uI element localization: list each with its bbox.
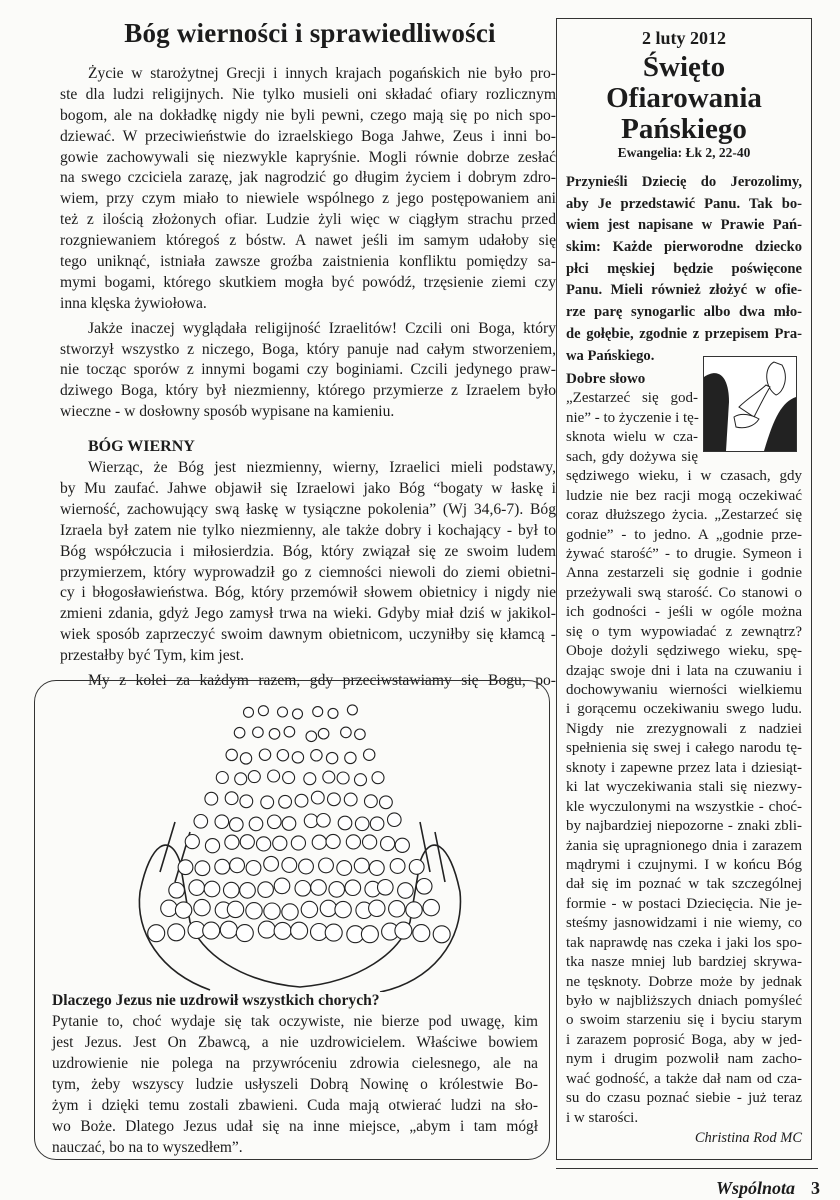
crowd-head	[344, 793, 357, 806]
crowd-head	[311, 750, 322, 761]
crowd-head	[240, 883, 256, 899]
crowd-head	[194, 899, 210, 915]
text-line: wa Pańskiego.	[566, 347, 655, 364]
crowd-in-hands-illustration	[130, 692, 470, 992]
crowd-head	[295, 794, 308, 807]
crowd-head	[277, 750, 288, 761]
crowd-head	[148, 925, 165, 942]
crowd-head	[320, 900, 336, 916]
text-line: by najbardziej niepozorne - znaki zbli-	[566, 818, 802, 835]
text-line: bogom, ale na dokładkę nigdy nie byli pewni, czego mają się po nich spo-	[60, 106, 556, 124]
section-heading: BÓG WIERNY	[88, 438, 195, 456]
box-article	[52, 990, 538, 1158]
crowd-head	[259, 749, 270, 760]
crowd-head	[261, 796, 274, 809]
crowd-head	[246, 903, 262, 919]
publication-name: Wspólnota	[715, 1178, 795, 1198]
crowd-head	[312, 835, 326, 849]
crowd-head	[258, 882, 274, 898]
footer-rule	[556, 1168, 818, 1169]
text-line: inna klęska żywiołowa.	[60, 294, 207, 312]
paragraph	[60, 319, 556, 423]
crowd-head	[282, 817, 296, 831]
crowd-head	[409, 860, 424, 875]
page-footer	[600, 1178, 820, 1199]
crowd-head	[323, 771, 335, 783]
text-line: wo Boże. Dlatego Jezus udał się na inne miejsce, „abym i tam mógł	[52, 1117, 538, 1135]
crowd-head	[264, 856, 279, 871]
crowd-head	[395, 922, 412, 939]
article-title: Bóg wierności i sprawiedliwości	[124, 18, 496, 48]
crowd-heads	[148, 705, 451, 943]
page-number: 3	[811, 1178, 820, 1198]
crowd-head	[240, 795, 253, 808]
crowd-head	[240, 753, 251, 764]
crowd-head	[363, 835, 377, 849]
crowd-head	[389, 901, 405, 917]
text-line: sknota wielu w cza-	[566, 429, 698, 446]
crowd-head	[246, 861, 261, 876]
crowd-head	[253, 727, 264, 738]
crowd-head	[317, 814, 331, 828]
crowd-head	[161, 900, 177, 916]
text-line: kle wyczulonymi na wszystkie - choć-	[566, 798, 802, 815]
text-line: tego uniknąć, istniała zawsze groźba zaistnienia konfliktu pomiędzy sa-	[60, 253, 556, 271]
crowd-head	[378, 880, 394, 896]
crowd-head	[293, 709, 303, 719]
crowd-head	[338, 816, 352, 830]
text-line: nie tocząc sporów z innymi bogami czy boginiami. Czcili jedynego praw-	[60, 361, 556, 379]
crowd-head	[361, 926, 378, 943]
text-line: mymi bogami, którego skutkiem mogła być powódź, trzęsienie ziemi czy	[60, 273, 556, 291]
crowd-head	[268, 770, 280, 782]
crowd-head	[355, 774, 367, 786]
text-line: godnie” - to jedno. A „godnie prze-	[566, 526, 802, 543]
text-line: dochowywaniu wierności wielkiemu	[566, 682, 802, 699]
text-line: uzdrowienie nie polega na przywróceniu zdrowia cielesnego, ale na	[52, 1055, 538, 1073]
crowd-head	[369, 861, 384, 876]
crowd-head	[249, 817, 263, 831]
crowd-head	[189, 880, 205, 896]
good-word-text	[566, 467, 802, 1128]
text-line: sach, gdy dożywa się	[566, 448, 698, 465]
crowd-head	[264, 903, 280, 919]
text-line: dziewać. W przeciwieństwie do izraelskiego Boga Jahwe, Zeus i inni bo-	[60, 127, 556, 145]
crowd-head	[406, 902, 422, 918]
text-line: wiem jest napisane w Prawie Pań-	[566, 217, 802, 234]
box-title: Dlaczego Jezus nie uzdrowił wszystkich chorych?	[52, 992, 380, 1009]
crowd-head	[273, 836, 287, 850]
text-line: na swego czciciela zarazę, jak nagrodzić go długim życiem i dobrym zdro-	[60, 169, 556, 187]
crowd-head	[268, 815, 282, 829]
crowd-head	[311, 880, 327, 896]
crowd-head	[413, 925, 430, 942]
crowd-head	[178, 860, 193, 875]
text-line: su do czasu poznać siebie - już teraz	[566, 1090, 802, 1107]
crowd-head	[318, 728, 329, 739]
article-body	[60, 64, 556, 696]
crowd-head	[328, 708, 338, 718]
crowd-head	[278, 707, 288, 717]
crowd-head	[395, 838, 409, 852]
crowd-head	[203, 922, 220, 939]
crowd-head	[282, 858, 297, 873]
crowd-head	[423, 899, 439, 915]
text-line: Panu. Mieli również złożyć w ofie-	[566, 282, 802, 299]
text-line: „Zestarzeć się god-	[566, 390, 698, 407]
text-line: sknoty i zapewne przez lata i dziesiąt-	[566, 759, 802, 776]
text-line: było w najbliższych dniach pomyśleć	[566, 993, 802, 1010]
text-line: stworzył wszystko z niczego, Boga, który panuje nad całym stworzeniem,	[60, 340, 556, 358]
crowd-head	[295, 881, 311, 897]
text-line: się o tym wypowiadać z zewnątrz?	[566, 623, 802, 640]
crowd-head	[279, 795, 292, 808]
crowd-head	[364, 749, 375, 760]
crowd-head	[225, 792, 238, 805]
text-line: aby Je przedstawić Panu. Tak bo-	[566, 195, 802, 212]
crowd-head	[227, 901, 243, 917]
crowd-head	[258, 706, 268, 716]
crowd-head	[433, 926, 450, 943]
text-line: rozgniewaniem któregoś z bóstw. A nawet jeśli im samym udałoby się	[60, 232, 556, 250]
text-line: wierność, zachowujący swą łaskę w tysiączne pokolenia” (Wj 34,6-7). Bóg	[60, 500, 556, 518]
text-line: Nigdy nie zrezygnowali z nadziei	[566, 720, 802, 737]
crowd-head	[234, 727, 245, 738]
text-line: żania się upragnionego dnia i zarazem	[566, 837, 802, 854]
text-line: wać godność, a także dał nam od cza-	[566, 1070, 802, 1087]
text-line: jest Jezus. Jest On Zbawcą, a nie uzdrowicielem. Właściwe bowiem	[52, 1034, 538, 1052]
crowd-head	[215, 815, 229, 829]
article-paragraphs	[60, 64, 556, 423]
crowd-head	[205, 839, 219, 853]
text-line: o swoim starzeniu się i byciu starym	[566, 1012, 802, 1029]
crowd-head	[257, 837, 271, 851]
crowd-head	[347, 705, 357, 715]
text-line: nauczać, bo na to wyszedłem”.	[52, 1138, 243, 1156]
crowd-head	[326, 752, 337, 763]
crowd-head	[345, 752, 356, 763]
crowd-head	[337, 772, 349, 784]
author-signature: Christina Rod MC	[694, 1130, 802, 1146]
text-line: dziwego Boga, który był niezmienny, którego przymierze z Izraelem było	[60, 382, 556, 400]
crowd-head	[175, 902, 191, 918]
crowd-head	[299, 859, 314, 874]
crowd-head	[326, 834, 340, 848]
crowd-head	[354, 858, 369, 873]
crowd-head	[235, 773, 247, 785]
gospel-reading	[566, 172, 802, 367]
text-line: sędziwego wieku, i w czasach, gdy	[566, 468, 802, 485]
crowd-head	[226, 749, 237, 760]
crowd-head	[398, 883, 414, 899]
text-line: by Mu zaufać. Jahwe objawił się Izraelowi jako Bóg “bogaty w łaskę i	[60, 480, 556, 498]
text-line: ludzie nie bez racji mogą oczekiwać	[566, 487, 802, 504]
paragraph	[60, 64, 556, 315]
text-line: Bóg współczucia i miłosierdzia. Bóg, który związał się ze swoim ludem	[60, 542, 556, 560]
text-line: Życie w starożytnej Grecji i innych krajach pogańskich nie było pro-	[88, 65, 556, 82]
text-line: cy i błogosławieństwa. Bóg, który przemówił słowem obietnicy i nigdy nie	[60, 584, 556, 602]
crowd-head	[195, 861, 210, 876]
crowd-head	[230, 818, 244, 832]
crowd-head	[325, 924, 342, 941]
text-line: spełnienia się swej i całego narodu tę-	[566, 740, 802, 757]
text-line: mądrymi i czujnymi. I w końcu Bóg	[566, 856, 802, 873]
crowd-head	[346, 835, 360, 849]
crowd-head	[220, 921, 237, 938]
text-line: i w starości.	[566, 1109, 639, 1126]
crowd-head	[313, 707, 323, 717]
text-line: i gorącemu oczekiwaniu swego ludu.	[566, 701, 802, 718]
crowd-head	[168, 924, 185, 941]
crowd-head	[345, 880, 361, 896]
text-line: Izraela był zatem nie tylko niezmienny, ale także dobry i kochający - był to	[60, 521, 556, 539]
text-line: żym i dzięki temu zostali zbawieni. Cuda mają otwierać ludzi na sło-	[52, 1096, 538, 1114]
crowd-head	[204, 881, 220, 897]
feast-title-line-1: Święto	[642, 51, 726, 83]
crowd-head	[169, 883, 185, 899]
crowd-head	[248, 771, 260, 783]
crowd-head	[291, 922, 308, 939]
text-line: nym i drugim pozwolił nam zacho-	[566, 1051, 802, 1068]
text-line: wiek sposób zaprzeczyć swoim dawnym obietnicom, uczyniłby się kłamcą -	[60, 626, 556, 644]
crowd-head	[292, 752, 303, 763]
text-line: Przynieśli Dziecię do Jerozolimy,	[566, 174, 802, 190]
crowd-head	[283, 772, 295, 784]
text-line: Anna zestarzeli się godnie i godnie	[566, 565, 802, 582]
crowd-head	[224, 882, 240, 898]
good-word-narrow-text	[566, 389, 802, 467]
text-line: tym, żeby wszyscy ludzie usłyszeli Dobrą Nowinę o królestwie Bo-	[52, 1076, 538, 1094]
crowd-head	[372, 772, 384, 784]
crowd-head	[329, 882, 345, 898]
crowd-head	[301, 901, 317, 917]
text-line: rze parę synogarlic albo dwa mło-	[566, 304, 802, 321]
text-line: steśmy jasnowidzami i nie wiemy, co	[566, 915, 802, 932]
crowd-head	[284, 727, 295, 738]
text-line: Pytanie to, choć wydaje się tak oczywiste, nie bierze pod uwagę, kim	[52, 1013, 538, 1031]
crowd-head	[205, 792, 218, 805]
text-line: przeżywali swą starość. Co stanowi o	[566, 584, 802, 601]
crowd-head	[341, 727, 352, 738]
good-word-heading: Dobre słowo	[566, 371, 646, 387]
text-line: coraz dłuższego życia. „Zestarzeć się	[566, 507, 802, 524]
text-line: ne tęsknoty. Dobrze może by jednak	[566, 973, 802, 990]
box-text	[52, 1011, 538, 1157]
gospel-reference: Ewangelia: Łk 2, 22-40	[617, 145, 751, 160]
text-line: ki lat wyczekiwania stali się niezwy-	[566, 779, 802, 796]
text-line: tka nasze mniej lub bardziej skrywa-	[566, 954, 802, 971]
text-line: skim: Każde pierworodne dziecko	[566, 239, 802, 256]
crowd-head	[381, 837, 395, 851]
text-line: dzając swoje dni i lata na czuwaniu i	[566, 662, 802, 679]
crowd-head	[274, 878, 290, 894]
feast-title-line-3: Pańskiego	[621, 113, 747, 145]
text-line: żywać starość” - to drugie. Symeon i	[566, 545, 802, 562]
text-line: gowie zachowywali się niezwykle kapryśnie. Mogli równie dobrze zesłać	[60, 148, 556, 166]
crowd-head	[282, 904, 298, 920]
text-line: ste dla ludzi religijnych. Nie tylko musieli oni składać ofiary rozlicznym	[60, 85, 556, 103]
text-line: ich godności - jeśli w ogóle można	[566, 604, 802, 621]
crowd-head	[388, 813, 402, 827]
text-line: formie - w postaci Dziecięcia. Nie je-	[566, 895, 802, 912]
sidebar-date: 2 luty 2012	[641, 28, 726, 48]
text-line: Oboje dożyli sędziwego wieku, spę-	[566, 643, 802, 660]
crowd-head	[194, 815, 208, 829]
crowd-head	[416, 879, 432, 895]
paragraph	[60, 458, 556, 667]
crowd-head	[328, 793, 341, 806]
crowd-head	[337, 861, 352, 876]
crowd-head	[225, 835, 239, 849]
text-line: wieczne - w dosłowny sposób wypisane na kamieniu.	[60, 403, 395, 421]
crowd-head	[304, 773, 316, 785]
crowd-head	[230, 858, 245, 873]
crowd-head	[269, 729, 280, 740]
text-line: nie” - to życzenie i tę-	[566, 409, 699, 426]
good-word-article	[566, 370, 802, 1128]
text-line: też z ilością złożonych ofiar. Ludzie żyli więc w ciągłym strachu przed	[60, 211, 556, 229]
crowd-head	[311, 791, 324, 804]
text-line: zmieni zdania, gdyż Jego zamysł trwa na wieki. Gdyby miał dziś w jakikol-	[60, 605, 556, 623]
crowd-head	[355, 729, 366, 740]
crowd-head	[215, 859, 230, 874]
crowd-head	[216, 772, 228, 784]
crowd-head	[365, 795, 378, 808]
text-line: i zarazem poprosić Boga, aby w jed-	[566, 1031, 802, 1048]
crowd-head	[355, 817, 369, 831]
crowd-head	[335, 901, 351, 917]
crowd-head	[244, 707, 254, 717]
text-line: płci męskiej będzie poświęcone	[566, 260, 802, 277]
crowd-head	[319, 858, 334, 873]
crowd-head	[390, 859, 405, 874]
text-line: przestałby być Tym, kim jest.	[60, 647, 244, 665]
crowd-head	[236, 925, 253, 942]
crowd-head	[185, 835, 199, 849]
text-line: Wierząc, że Bóg jest niezmienny, wierny, Izraelici mieli podstawy,	[88, 459, 556, 477]
article-paragraphs-section2	[60, 458, 556, 692]
text-line: dał się im poznać w tak szczególnej	[566, 876, 802, 893]
crowd-head	[369, 900, 385, 916]
crowd-head	[240, 835, 254, 849]
text-line: Jakże inaczej wyglądała religijność Izraelitów! Czcili oni Boga, który	[88, 319, 556, 337]
crowd-head	[380, 796, 393, 809]
crowd-head	[258, 921, 275, 938]
text-line: de gołębie, zgodnie z przepisem Pra-	[566, 325, 802, 342]
text-line: My z kolei za każdym razem, gdy przeciwstawiamy się Bogu, po-	[88, 672, 556, 690]
text-line: wiem, przy czym miało to niewiele wspólnego z jego postępowaniem ani	[60, 190, 556, 208]
feast-title-line-2: Ofiarowania	[606, 82, 762, 114]
text-line: tak naprawdę nas czeka i jaki los spo-	[566, 934, 802, 951]
crowd-head	[291, 836, 305, 850]
crowd-head	[304, 814, 318, 828]
crowd-head	[306, 731, 317, 742]
text-line: przymierzem, który wyprowadził go z ciemności niewoli do ziemi obietni-	[60, 563, 556, 581]
crowd-head	[274, 922, 291, 939]
crowd-head	[370, 817, 384, 831]
